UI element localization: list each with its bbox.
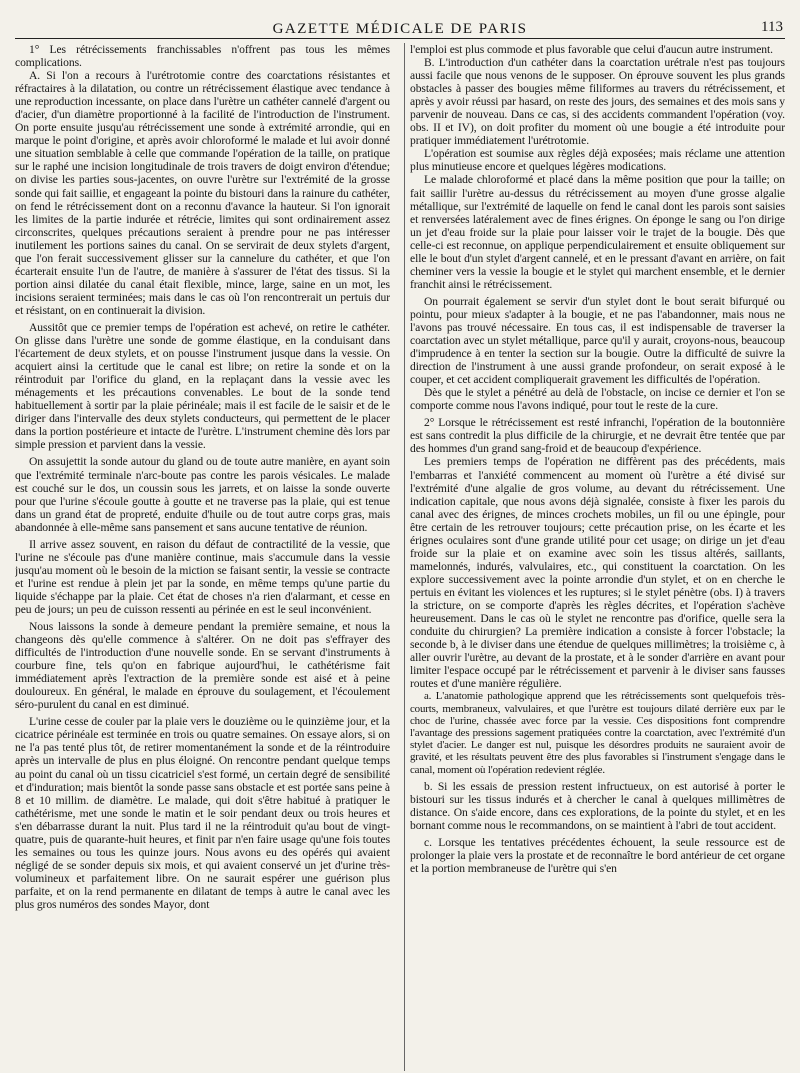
paragraph: L'urine cesse de couler par la plaie vers le douzième ou le quinzième jour, et la cicatrice périnéale est terminée en trois ou quatre semaines. On essaye alors, si on ne l'a pas tenté plus tôt, de retirer momentanément la sonde et de la réintroduire après un intervalle de plus en plus éloigné. On rencontre pendant quelque temps au point du canal où un tissu cicatriciel s'est formé, un certain degré de sensibilité et d'induration; mais bientôt la sonde passe sans obstacle et est portée sans peine à 8 et 10 millim. de diamètre. Le malade, qui doit s'être habitué à pratiquer le cathétérisme, met une sonde le matin et le soir pendant deux ou trois heures et s'en débarrasse durant la nuit. Plus tard il ne la réintroduit qu'au bout de vingt-quatre, puis de quarante-huit heures, et finit par n'en faire usage qu'une fois toutes les semaines ou tous les quinze jours. Nous avons eu des opérés qui avaient négligé de se sonder depuis six mois, et qui avaient conservé un jet d'urine très-volumineux et parfaitement libre. On ne saurait espérer une guérison plus parfaite, et on la rend permanente en dilatant de temps à autre le canal avec les plus gros numéros des sondes Mayor, dont (15, 715, 390, 911)
paragraph: Il arrive assez souvent, en raison du défaut de contractilité de la vessie, que l'urine ne s'écoule pas d'une manière continue, mais s'accumule dans la vessie jusqu'au moment où le besoin de la miction se faisant sentir, la vessie se contracte et l'urine est rendue à plein jet par la sonde, en même temps qu'une partie du liquide s'échappe par la plaie. Cet état de choses n'a rien d'alarmant, et cesse en peu de jours; un peu de cuisson ressenti au périnée en est le seul inconvénient. (15, 537, 390, 616)
paragraph: b. Si les essais de pression restent infructueux, on est autorisé à porter le bistouri sur les tissus indurés et à chercher le canal à quelques millimètres de distance. On s'aide encore, dans ces explorations, de la pointe du stylet, et en les bornant comme nous le recommandons, on se maintient à l'abri de tout accident. (410, 779, 785, 832)
paragraph: Aussitôt que ce premier temps de l'opération est achevé, on retire le cathéter. On glisse dans l'urètre une sonde de gomme élastique, en la conduisant dans l'écartement de deux stylets, et on pousse l'instrument jusque dans la vessie. On acquiert ainsi la certitude que le canal est libre; on retire la sonde et on la réintroduit par l'orifice du gland, en la replaçant dans la vessie avec les ménagements et les précautions convenables. Le bout de la sonde tend habituellement à sortir par la plaie périnéale; mais il est facile de le saisir et de le diriger dans l'intervalle des deux stylets conducteurs, qui permettent de le placer dans la portion postérieure et intacte de l'urètre. L'instrument chemine dès lors par simple pression et parvient dans la vessie. (15, 320, 390, 452)
paragraph: c. Lorsque les tentatives précédentes échouent, la seule ressource est de prolonger la plaie vers la prostate et de reconnaître le bord antérieur de cet organe et la portion membraneuse de l'urètre qui s'en (410, 835, 785, 875)
paragraph: On pourrait également se servir d'un stylet dont le bout serait bifurqué ou pointu, pour mieux s'adapter à la bougie, et ne pas l'abandonner, mais nous ne l'avons pas trouvé nécessaire. En tous cas, il est indispensable de traverser la coarctation avec un stylet métallique, parce qu'il y aurait, croyons-nous, beaucoup d'imprudence à en tenter la section sur la bougie. Outre la difficulté de suivre la direction de l'instrument à une aussi grande profondeur, on serait exposé à le couper, et cet accident compliquerait gravement les difficultés de l'opération. (410, 294, 785, 387)
paragraph: Le malade chloroformé et placé dans la même position que pour la taille; on fait saillir l'urètre au-dessus du rétrécissement au moyen d'une grosse algalie métallique, sur l'extrémité de laquelle on fend le canal dont les parois sont saisies et renversées latéralement avec de fines érignes. On éponge le sang ou l'on dirige un jet d'eau froide sur la plaie pour laisser voir le trajet de la bougie. Dès que celle-ci est reconnue, on applique perpendiculairement et ensuite obliquement sur elle le bout d'un stylet d'argent cannelé, et en le pressant d'avant en arrière, on fait cheminer vers la vessie la bougie et le stylet qui marchent ensemble, et le dernier franchit ainsi le rétrécissement. (410, 173, 785, 291)
running-title: GAZETTE MÉDICALE DE PARIS (272, 21, 528, 37)
paragraph: On assujettit la sonde autour du gland ou de toute autre manière, en ayant soin que l'extrémité terminale n'arc-boute pas contre les parois vésicales. Le malade est couché sur le dos, un coussin sous les jarrets, et on laisse la sonde ouverte pour que l'urine s'écoule goutte à goutte et ne traverse pas la plaie, qui est tenue dans un grand état de propreté, enduite d'huile ou de tout autre corps gras, mais abandonnée à elle-même sans pansement et sans aucune tentative de réunion. (15, 455, 390, 534)
paragraph: Dès que le stylet a pénétré au delà de l'obstacle, on incise ce dernier et l'on se comporte comme nous l'avons indiqué, pour tout le reste de la cure. (410, 386, 785, 413)
paragraph: 1° Les rétrécissements franchissables n'offrent pas tous les mêmes complications. (15, 43, 390, 70)
paragraph: Les premiers temps de l'opération ne diffèrent pas des précédents, mais l'embarras et l'anxiété commencent au moment où l'urètre a été divisé sur l'extrémité d'une algalie de gros volume, au devant du rétrécissement. Une indication capitale, que nous avons déjà signalée, consiste à fixer les parois du canal avec des érignes, de minces crochets mobiles, un fil ou une épingle, pour être certain de les retrouver toujours; cette précaution prise, on les écarte et les érignes oculaires sont d'une grande utilité pour cet usage; on dirige un jet d'eau froide sur la plaie et on examine avec soin les tissus altérés, saillants, mamelonnés, indurés, valvulaires, etc., qui constituent la coarctation. On les explore successivement avec la pointe arrondie d'un stylet, et on en cherche le pertuis en évitant les violences et les ruptures; si le stylet pénètre (obs. I) à travers la stricture, on se comporte d'après les règles décrites, et l'opération s'achève heureusement. Dans le cas où le stylet ne rencontre pas d'orifice, quelle sera la conduite du chirurgien? La première indication a consiste à forcer l'obstacle; la seconde b, à le diviser dans une étendue de quelques millimètres; la troisième c, à aller ouvrir l'urètre, au devant de la prostate, et à le sonder d'arrière en avant pour limiter l'espace occupé par le rétrécissement et parvenir à le diviser sans fausses routes et d'une manière régulière. (410, 455, 785, 691)
paragraph: 2° Lorsque le rétrécissement est resté infranchi, l'opération de la boutonnière est sans contredit la plus difficile de la chirurgie, et ne devrait être tentée que par des hommes d'un grand sang-froid et de beaucoup d'expérience. (410, 416, 785, 456)
paragraph: B. L'introduction d'un cathéter dans la coarctation urétrale n'est pas toujours aussi facile que nous venons de le supposer. On éprouve souvent les plus grands obstacles à passer des bougies même filiformes au travers du rétrécissement, et après y avoir réussi par hasard, on reste des jours, des semaines et des mois sans y parvenir de nouveau. Dans ce cas, si des accidents commandent l'opération (voy. obs. II et IV), on doit profiter du moment où une bougie a été introduite pour pratiquer immédiatement l'urétrotomie. (410, 56, 785, 148)
paragraph: l'emploi est plus commode et plus favorable que celui d'aucun autre instrument. (410, 43, 773, 56)
text-columns (15, 43, 785, 1073)
right-column (410, 43, 785, 1073)
paragraph: a. L'anatomie pathologique apprend que les rétrécissements sont quelquefois très-courts, membraneux, valvulaires, et que l'urètre est toujours dilaté derrière eux par le choc de l'urine, chassée avec force par la vessie. Ces dispositions font comprendre l'avantage des pressions sagement pratiquées contre la coarctation, avec l'extrémité d'un stylet d'acier. Le danger est nul, puisque les désordres produits ne sauraient avoir de gravité, et les résultats peuvent être des plus favorables si l'instrument s'engage dans le canal, moment où l'opération redevient réglée. (410, 690, 785, 776)
paragraph: A. Si l'on a recours à l'urétrotomie contre des coarctations résistantes et réfractaires à la dilatation, ou contre un rétrécissement élastique avec tendance à une reproduction incessante, on place dans l'urètre un cathéter cannelé d'argent ou d'acier, d'un diamètre proportionné à la facilité de l'introduction de l'instrument. On porte ensuite jusqu'au rétrécissement une sonde à extrémité arrondie, qui en marque le point d'origine, et après avoir chloroformé le malade et lui avoir donné une situation semblable à celle que commande l'opération de la taille, on pratique sur le raphé une incision longitudinale de trois travers de doigt environ d'étendue; on divise les parties sous-jacentes, on ouvre l'urètre sur l'extrémité de la grosse sonde qui fait saillie, et engageant la pointe du bistouri dans la rainure du cathéter, on fend le rétrécissement dont on a reconnu d'avance la hauteur. Si l'on ignorait les limites de la partie indurée et rétrécie, limites qui sont ordinairement assez circonscrites, quelques précautions seraient à prendre pour ne pas intéresser inutilement les portions saines du canal. On se servirait de deux stylets d'argent, que l'on ferait successivement glisser sur la cannelure du cathéter, et que l'on écarterait ensuite l'un de l'autre, de manière à s'assurer de l'état des tissus. Si la portion ainsi dilatée du canal était flexible, mince, large, saine en un mot, les incisions seraient terminées; mais dans le cas où l'on rencontrerait un pertuis dur et résistant, on en continuerait la division. (15, 69, 390, 317)
page-number: 113 (761, 19, 783, 35)
page-header (15, 16, 785, 39)
paragraph: L'opération est soumise aux règles déjà exposées; mais réclame une attention plus minutieuse encore et quelques légères modications. (410, 147, 785, 174)
left-column (15, 43, 390, 1073)
paragraph: Nous laissons la sonde à demeure pendant la première semaine, et nous la changeons dès qu'elle commence à s'altérer. On ne doit pas s'effrayer des difficultés de l'introduction d'une nouvelle sonde. En se servant d'instruments à courbure fine, tels qu'on en fabrique aujourd'hui, le cathétérisme fait immédiatement après l'extraction de la première sonde est aisé et à peine douloureux. En général, le malade en éprouve du soulagement, et l'écoulement séro-purulent du canal en est diminué. (15, 620, 390, 712)
column-rule (404, 43, 405, 1071)
